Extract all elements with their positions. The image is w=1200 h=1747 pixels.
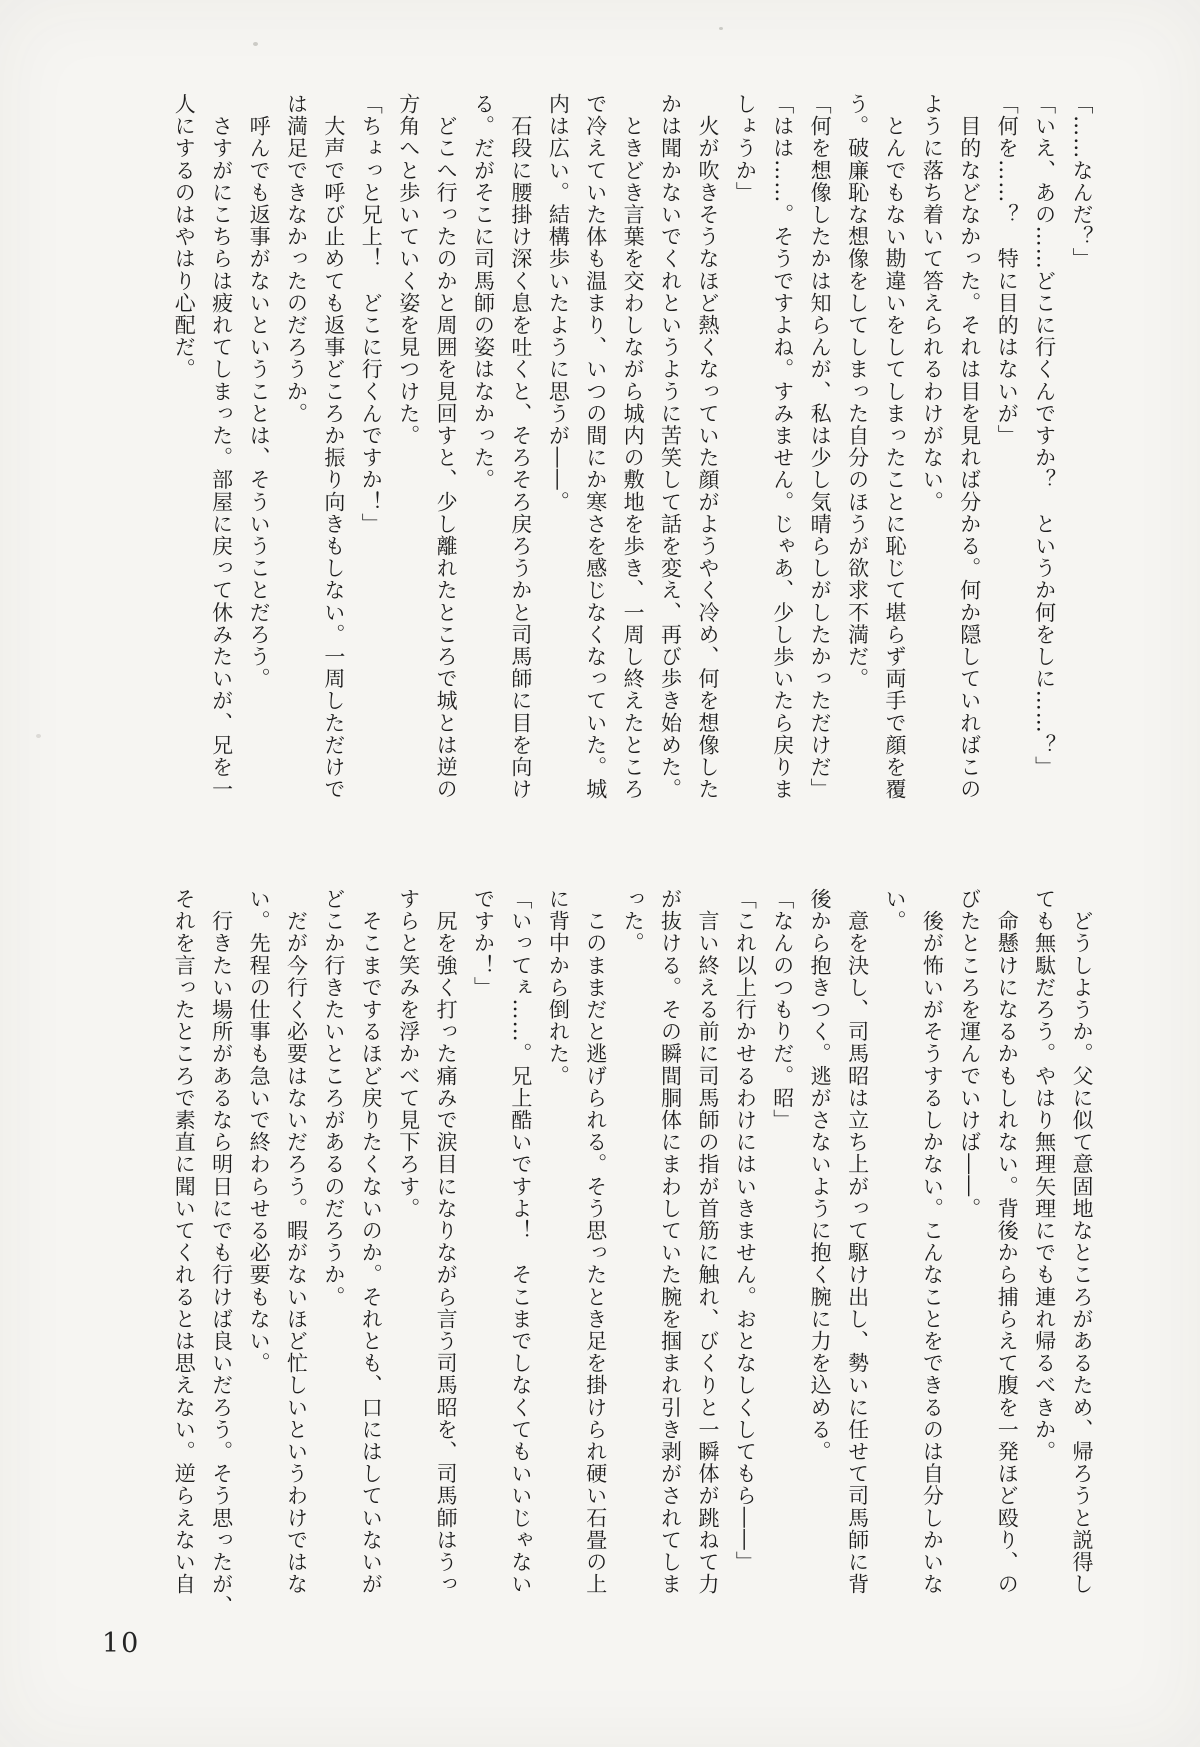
text-column: 行きたい場所があるなら明日にでも行けば良いだろう。そう思ったが、 (209, 888, 234, 1618)
text-column: どうしようか。父に似て意固地なところがあるため、帰ろうと説得し (1070, 888, 1094, 1596)
text-column: かは聞かないでくれというように苦笑して話を変え、再び歩き始めた。 (658, 93, 683, 801)
text-column: ときどき言葉を交わしながら城内の敷地を歩き、一周し終えたところ (621, 93, 646, 801)
text-column: とんでもない勘違いをしてしまったことに恥じて堪らず両手で顔を覆 (882, 93, 907, 801)
text-column: 呼んでも返事がないということは、そういうことだろう。 (247, 93, 272, 690)
text-column: 言い終える前に司馬師の指が首筋に触れ、びくりと一瞬体が跳ねて力 (695, 888, 720, 1596)
text-column: ですか！」 (471, 888, 496, 999)
scan-speck (36, 734, 41, 738)
text-column: 命懸けになるかもしれない。背後から捕らえて腹を一発ほど殴り、の (995, 888, 1020, 1596)
text-column: い。先程の仕事も急いで終わらせる必要もない。 (247, 888, 272, 1375)
text-column: 火が吹きそうなほど熱くなっていた顔がようやく冷め、何を想像した (695, 93, 720, 801)
text-column: ても無駄だろう。やはり無理矢理にでも連れ帰るべきか。 (1032, 888, 1057, 1463)
text-column: 「いえ、あの……どこに行くんですか？ というか何をしに……？」 (1032, 93, 1057, 779)
text-column: 「何を……？ 特に目的はないが」 (995, 93, 1020, 447)
text-column: しょうか」 (733, 93, 758, 204)
text-column: それを言ったところで素直に聞いてくれるとは思えない。逆らえない自 (172, 888, 197, 1596)
text-column: どこか行きたいところがあるのだろうか。 (321, 888, 346, 1308)
scan-speck (719, 27, 723, 30)
text-column: 後から抱きつく。逃がさないように抱く腕に力を込める。 (808, 888, 833, 1463)
text-column: 方角へと歩いていく姿を見つけた。 (396, 93, 421, 447)
text-column: 目的などなかった。それは目を見れば分かる。何か隠していればこの (957, 93, 982, 801)
text-column: 「はは……。そうですよね。すみません。じゃあ、少し歩いたら戻りま (770, 93, 795, 801)
text-column: 石段に腰掛け深く息を吐くと、そろそろ戻ろうかと司馬師に目を向け (508, 93, 533, 801)
text-column: さすがにこちらは疲れてしまった。部屋に戻って休みたいが、兄を一 (209, 93, 234, 801)
text-column: びたところを運んでいけば――。 (957, 888, 982, 1220)
text-column: 後が怖いがそうするしかない。こんなことをできるのは自分しかいな (920, 888, 945, 1596)
scan-speck (253, 42, 258, 46)
text-column: そこまでするほど戻りたくないのか。それとも、口にはしていないが (359, 888, 384, 1596)
text-column: い。 (882, 888, 907, 933)
text-column: 「いってぇ……。兄上酷いですよ！ そこまでしなくてもいいじゃない (508, 888, 533, 1596)
text-column: 大声で呼び止めても返事どころか振り向きもしない。一周しただけで (321, 93, 346, 801)
text-column: すらと笑みを浮かべて見下ろす。 (396, 888, 421, 1220)
text-column: このままだと逃げられる。そう思ったとき足を掛けられ硬い石畳の上 (583, 888, 608, 1596)
text-column: 意を決し、司馬昭は立ち上がって駆け出し、勢いに任せて司馬師に背 (845, 888, 870, 1596)
text-column: 人にするのはやはり心配だ。 (172, 93, 197, 381)
text-column: が抜ける。その瞬間胴体にまわしていた腕を掴まれ引き剥がされてしま (658, 888, 683, 1596)
text-column: う。破廉恥な想像をしてしまった自分のほうが欲求不満だ。 (845, 93, 870, 690)
text-column: で冷えていた体も温まり、いつの間にか寒さを感じなくなっていた。城 (583, 93, 608, 801)
text-column: 尻を強く打った痛みで涙目になりながら言う司馬昭を、司馬師はうっ (434, 888, 459, 1596)
text-column: 内は広い。結構歩いたように思うが――。 (546, 93, 571, 513)
text-column: は満足できなかったのだろうか。 (284, 93, 309, 425)
text-column: った。 (621, 888, 646, 955)
text-column: 「何を想像したかは知らんが、私は少し気晴らしがしたかっただけだ」 (808, 93, 833, 801)
text-column: る。だがそこに司馬師の姿はなかった。 (471, 93, 496, 491)
text-column: 「これ以上行かせるわけにはいきません。おとなしくしてもら――」 (733, 888, 758, 1574)
text-column: 「ちょっと兄上！ どこに行くんですか！」 (359, 93, 384, 535)
text-column: 「なんのつもりだ。昭」 (770, 888, 795, 1132)
text-column: に背中から倒れた。 (546, 888, 571, 1087)
text-block-bottom (155, 888, 1100, 1618)
text-column: だが今行く必要はないだろう。暇がないほど忙しいというわけではな (284, 888, 309, 1596)
page-number: 10 (102, 1628, 141, 1659)
text-block-top (155, 93, 1100, 801)
text-column: 「……なんだ？」 (1070, 93, 1094, 270)
text-column: ように落ち着いて答えられるわけがない。 (920, 93, 945, 513)
text-column: どこへ行ったのかと周囲を見回すと、少し離れたところで城とは逆の (434, 93, 459, 801)
